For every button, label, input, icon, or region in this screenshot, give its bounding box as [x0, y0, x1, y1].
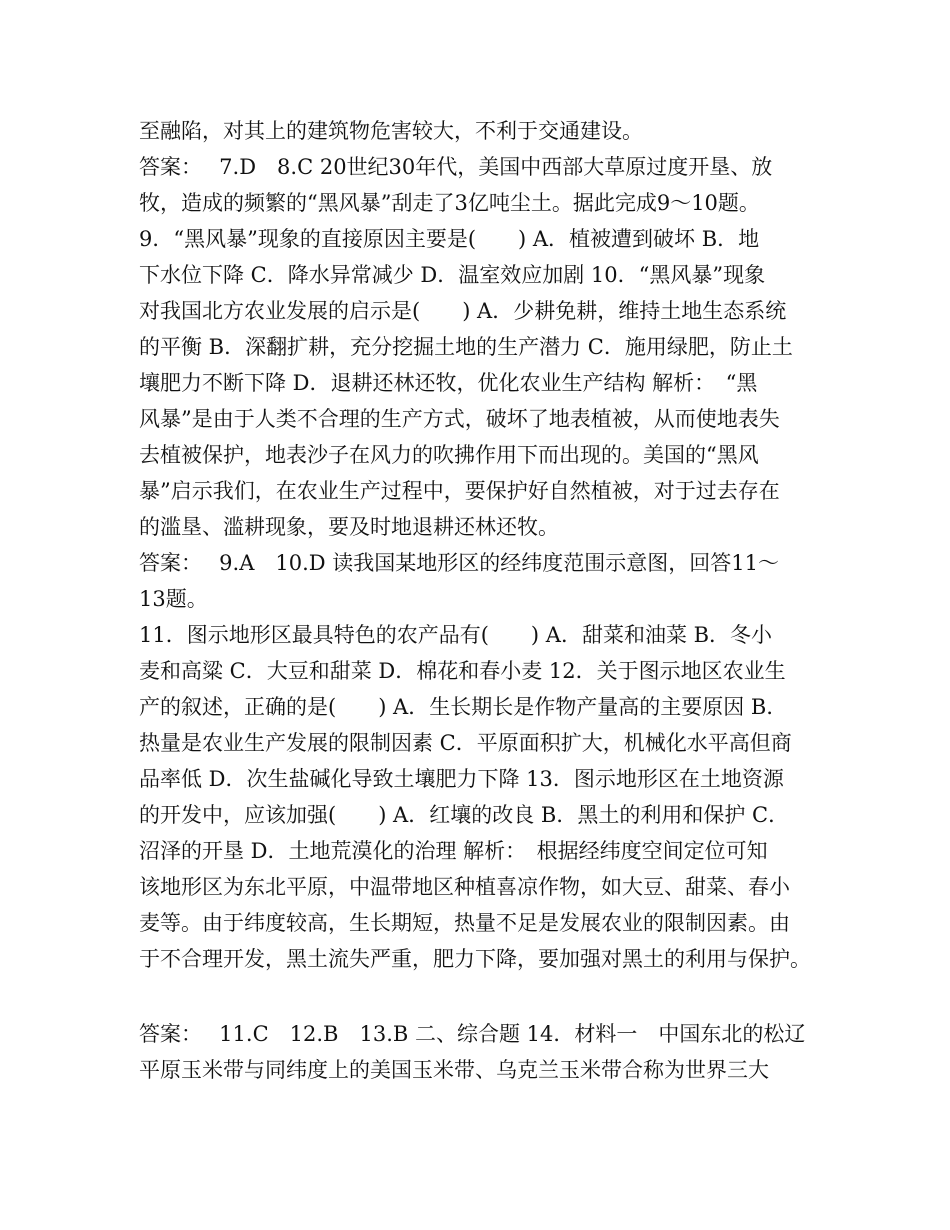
question-line: 11．图示地形区最具特色的农产品有( ) A．甜菜和油菜 B．冬小: [139, 623, 773, 647]
text-line: 13题。: [139, 587, 208, 611]
answer-line: 答案： 11.C 12.B 13.B 二、综合题 14．材料一 中国东北的松辽: [139, 1022, 806, 1046]
text-line: 至融陷，对其上的建筑物危害较大，不利于交通建设。: [139, 119, 643, 143]
answer-line: 答案： 7.D 8.C 20世纪30年代，美国中西部大草原过度开垦、放: [139, 155, 773, 179]
question-line: 热量是农业生产发展的限制因素 C．平原面积扩大，机械化水平高但商: [139, 731, 792, 755]
analysis-line: 风暴”是由于人类不合理的生产方式，破坏了地表植被，从而使地表失: [139, 407, 780, 431]
analysis-line: 麦等。由于纬度较高，生长期短，热量不足是发展农业的限制因素。由: [139, 911, 790, 935]
analysis-line: 去植被保护，地表沙子在风力的吹拂作用下而出现的。美国的“黑风: [139, 443, 759, 467]
text-line: 牧，造成的频繁的“黑风暴”刮走了3亿吨尘土。据此完成9～10题。: [139, 191, 760, 215]
answer-line: 答案： 9.A 10.D 读我国某地形区的经纬度范围示意图，回答11～: [139, 551, 780, 575]
analysis-line: 的滥垦、滥耕现象，要及时地退耕还林还牧。: [139, 515, 559, 539]
analysis-line: 该地形区为东北平原，中温带地区种植喜凉作物，如大豆、甜菜、春小: [139, 875, 790, 899]
analysis-line: 暴”启示我们，在农业生产过程中，要保护好自然植被，对于过去存在: [139, 479, 780, 503]
question-line: 的开发中，应该加强( ) A．红壤的改良 B．黑土的利用和保护 C．: [139, 803, 790, 827]
analysis-line: 沼泽的开垦 D．土地荒漠化的治理 解析： 根据经纬度空间定位可知: [139, 839, 768, 863]
question-line: 产的叙述，正确的是( ) A．生长期长是作物产量高的主要原因 B．: [139, 695, 788, 719]
question-line: 9．“黑风暴”现象的直接原因主要是( ) A．植被遭到破坏 B．地: [139, 227, 760, 251]
question-line: 品率低 D．次生盐碱化导致土壤肥力下降 13．图示地形区在土地资源: [139, 767, 784, 791]
question-line: 的平衡 B．深翻扩耕，充分挖掘土地的生产潜力 C．施用绿肥，防止土: [139, 335, 793, 359]
question-line: 壤肥力不断下降 D．退耕还林还牧，优化农业生产结构 解析： “黑: [139, 371, 758, 395]
question-line: 下水位下降 C．降水异常减少 D．温室效应加剧 10．“黑风暴”现象: [139, 263, 766, 287]
question-line: 对我国北方农业发展的启示是( ) A．少耕免耕，维持土地生态系统: [139, 299, 787, 323]
question-line: 麦和高粱 C．大豆和甜菜 D．棉花和春小麦 12．关于图示地区农业生: [139, 659, 786, 683]
analysis-line: 于不合理开发，黑土流失严重，肥力下降，要加强对黑土的利用与保护。: [139, 947, 811, 971]
text-line: 平原玉米带与同纬度上的美国玉米带、乌克兰玉米带合称为世界三大: [139, 1058, 769, 1082]
